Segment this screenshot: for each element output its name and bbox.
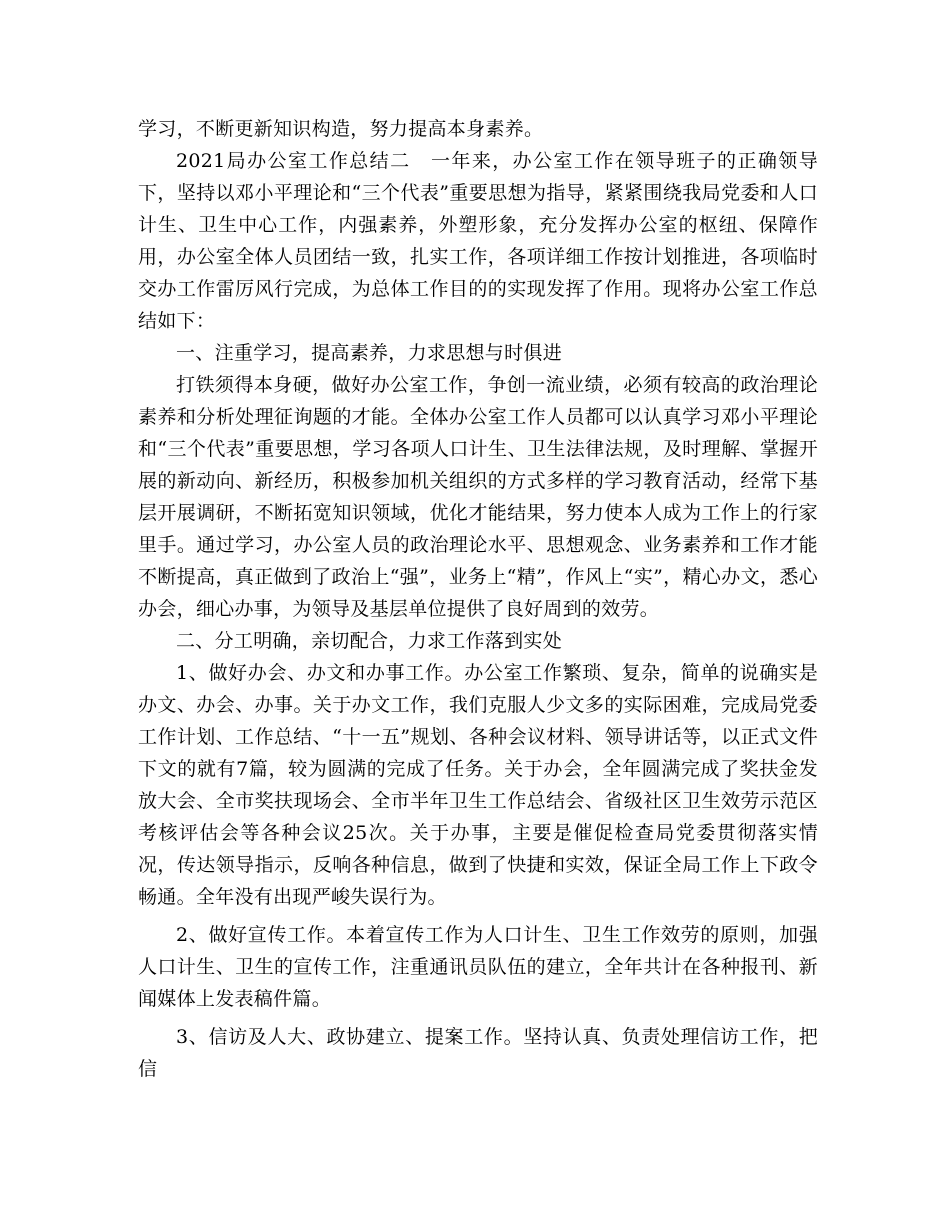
paragraph-study: 打铁须得本身硬，做好办公室工作，争创一流业绩，必须有较高的政治理论素养和分析处理征询题的才能。全体办公室工作人员都可以认真学习邓小平理论和“三个代表”重要思想，学习各项人口计生、卫生法律法规，及时理解、掌握开展的新动向、新经历，积极参加机关组织的方式多样的学习教育活动，经常下基层开展调研，不断拓宽知识领域，优化才能结果，努力使本人成为工作上的行家里手。通过学习，办公室人员的政治理论水平、思想观念、业务素养和工作才能不断提高，真正做到了政治上“强”，业务上“精”，作风上“实”，精心办文，悉心办会，细心办事，为领导及基层单位提供了良好周到的效劳。 [138, 374, 818, 620]
paragraph-item-3: 3、信访及人大、政协建立、提案工作。坚持认真、负责处理信访工作，把信 [138, 1026, 818, 1080]
paragraph-item-2: 2、做好宣传工作。本着宣传工作为人口计生、卫生工作效劳的原则，加强人口计生、卫生的宣传工作，注重通讯员队伍的建立，全年共计在各种报刊、新闻媒体上发表稿件篇。 [138, 924, 818, 1010]
paragraph-continuation: 学习，不断更新知识构造，努力提高本身素养。 [138, 118, 544, 140]
section-heading-2: 二、分工明确，亲切配合，力求工作落到实处 [176, 630, 563, 652]
section-heading-1: 一、注重学习，提高素养，力求思想与时俱进 [176, 342, 563, 364]
document-body [138, 113, 818, 1085]
paragraph-item-1: 1、做好办会、办文和办事工作。办公室工作繁琐、复杂，简单的说确实是办文、办会、办事。关于办文工作，我们克服人少文多的实际困难，完成局党委工作计划、工作总结、“十一五”规划、各种会议材料、领导讲话等，以正式文件下文的就有7篇，较为圆满的完成了任务。关于办会，全年圆满完成了奖扶金发放大会、全市奖扶现场会、全市半年卫生工作总结会、省级社区卫生效劳示范区考核评估会等各种会议25次。关于办事，主要是催促检查局党委贯彻落实情况，传达领导指示，反响各种信息，做到了快捷和实效，保证全局工作上下政令畅通。全年没有出现严峻失误行为。 [138, 662, 818, 908]
paragraph-intro: 2021局办公室工作总结二 一年来，办公室工作在领导班子的正确领导下，坚持以邓小平理论和“三个代表”重要思想为指导，紧紧围绕我局党委和人口计生、卫生中心工作，内强素养，外塑形象，充分发挥办公室的枢纽、保障作用，办公室全体人员团结一致，扎实工作，各项详细工作按计划推进，各项临时交办工作雷厉风行完成，为总体工作目的的实现发挥了作用。现将办公室工作总结如下： [138, 150, 818, 332]
